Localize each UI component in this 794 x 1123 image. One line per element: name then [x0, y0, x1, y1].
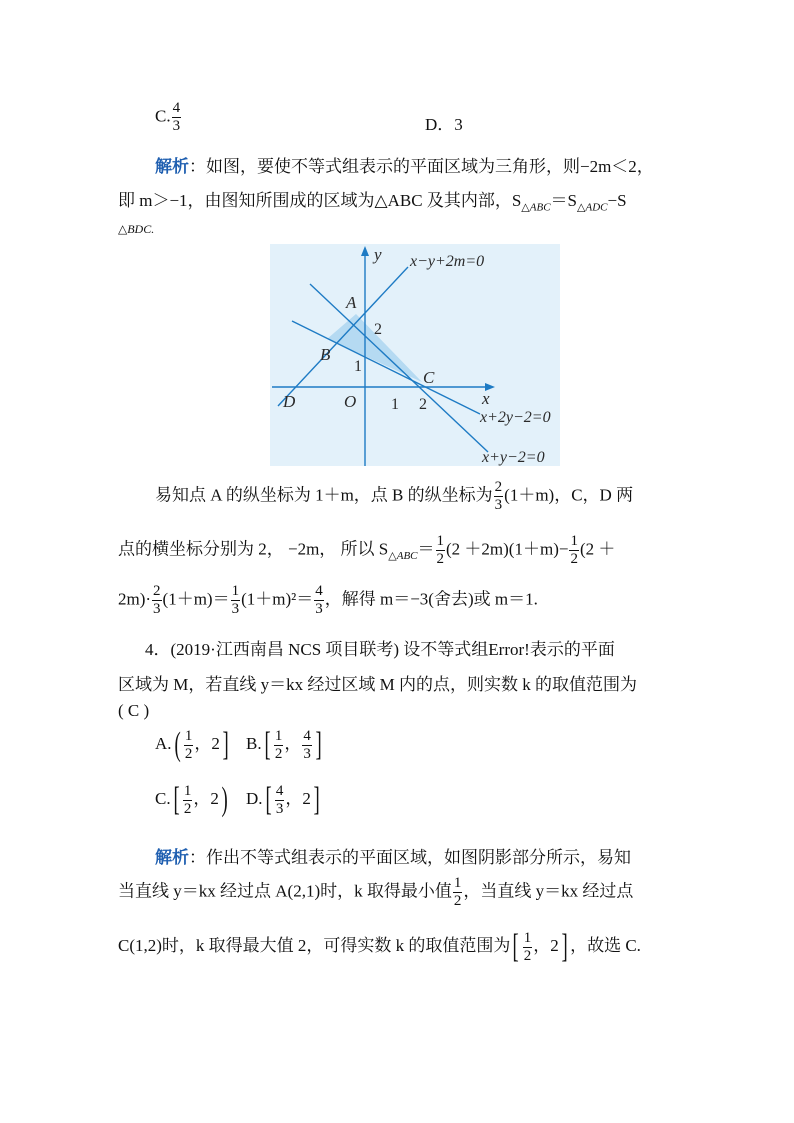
q4-solution-line-1: 解析：作出不等式组表示的平面区域，如图阴影部分所示，易知 — [155, 848, 631, 867]
tick-x-1: 1 — [391, 396, 399, 413]
point-d-label: D — [283, 392, 296, 411]
solution-tag: 解析 — [155, 157, 189, 176]
line-label-3: x+y−2=0 — [482, 449, 545, 466]
fraction: $\frac{1}{2}$ — [436, 533, 445, 567]
tick-y-2: 2 — [374, 321, 382, 338]
q4-stem-line-1: 4．(2019·江西南昌 NCS 项目联考) 设不等式组Error!表示的平面 — [145, 640, 615, 659]
q4-solution-line-2: 当直线 y＝kx 经过点 A(2,1)时，k 取得最小值 $\frac{1}{2}$ ，当直线 y＝kx 经过点 — [118, 875, 634, 909]
q4-option-c: C.[ $\frac{1}{2}$ ，2) — [155, 781, 228, 818]
fraction: $\frac{4}{3}$ — [303, 727, 311, 762]
fraction: $\frac{1}{2}$ — [453, 875, 462, 909]
solution-tag: 解析 — [155, 848, 189, 867]
coordinate-figure — [270, 244, 560, 466]
q4-answer: ( C ) — [118, 701, 150, 720]
figure-background — [270, 244, 560, 466]
q3-work-line-3: 2m)· $\frac{2}{3}$ (1＋m)＝ $\frac{1}{3}$ (1＋m)²＝ $\frac{4}{3}$ ，解得 m＝−3(舍去)或 m＝1. — [118, 583, 538, 617]
q3-work-line-2: 点的横坐标分别为 2， −2m， 所以 $S_{\triangle ABC}=$ $\frac{1}{2}$ (2 ＋2m)(1＋m)− $\frac{1}{2}$ (2 ＋ — [118, 533, 616, 567]
fraction: $\frac{4}{3}$ — [172, 100, 181, 134]
y-axis-label: y — [374, 245, 382, 264]
fraction: $\frac{1}{2}$ — [570, 533, 578, 567]
q3-work-line-1: 易知点 A 的纵坐标为 1＋m，点 B 的纵坐标为 $\frac{2}{3}$ (1＋m)，C，D 两 — [155, 479, 634, 513]
line-label-2: x+2y−2=0 — [480, 409, 551, 426]
q4-stem-line-2: 区域为 M，若直线 y＝kx 经过区域 M 内的点，则实数 k 的取值范围为 — [118, 675, 637, 694]
q3-solution-line-2: 即 m＞−1，由图知所围成的区域为△ABC 及其内部，$S_{\triangle ABC}=S_{\triangle ADC}-S$ — [118, 191, 627, 214]
fraction: $\frac{2}{3}$ — [153, 583, 161, 617]
fraction: $\frac{1}{2}$ — [274, 727, 283, 762]
q3-solution-line-1: 解析：如图，要使不等式组表示的平面区域为三角形，则−2m＜2， — [155, 157, 654, 176]
point-c-label: C — [423, 368, 435, 387]
q4-option-a: A.( $\frac{1}{2}$ ，2] — [155, 726, 229, 763]
fraction: $\frac{1}{3}$ — [231, 583, 240, 617]
q3-option-d: D．3 — [425, 115, 463, 134]
fraction: $\frac{1}{2}$ — [523, 929, 532, 964]
point-b-label: B — [320, 345, 331, 364]
origin-label: O — [344, 392, 357, 411]
tick-y-1: 1 — [354, 358, 362, 375]
q3-option-c: C. $\frac{4}{3}$ — [155, 100, 181, 134]
x-axis-label: x — [482, 389, 490, 408]
fraction: $\frac{4}{3}$ — [275, 782, 284, 817]
fraction: $\frac{4}{3}$ — [315, 583, 323, 617]
tick-x-2: 2 — [419, 396, 427, 413]
q4-option-b: B.[ $\frac{1}{2}$ ， $\frac{4}{3}$ ] — [246, 726, 322, 763]
q4-option-d: D.[ $\frac{4}{3}$ ，2] — [246, 781, 320, 818]
fraction: $\frac{1}{2}$ — [183, 782, 192, 817]
q3-solution-line-3: △BDC. — [118, 222, 155, 236]
line-label-1: x−y+2m=0 — [410, 253, 485, 270]
point-a-label: A — [346, 293, 357, 312]
fraction: $\frac{2}{3}$ — [494, 479, 503, 513]
fraction: $\frac{1}{2}$ — [184, 727, 193, 762]
q4-solution-line-3: C(1,2)时，k 取得最大值 2，可得实数 k 的取值范围为[ $\frac{1}{2}$ ，2] ，故选 C. — [118, 928, 641, 965]
